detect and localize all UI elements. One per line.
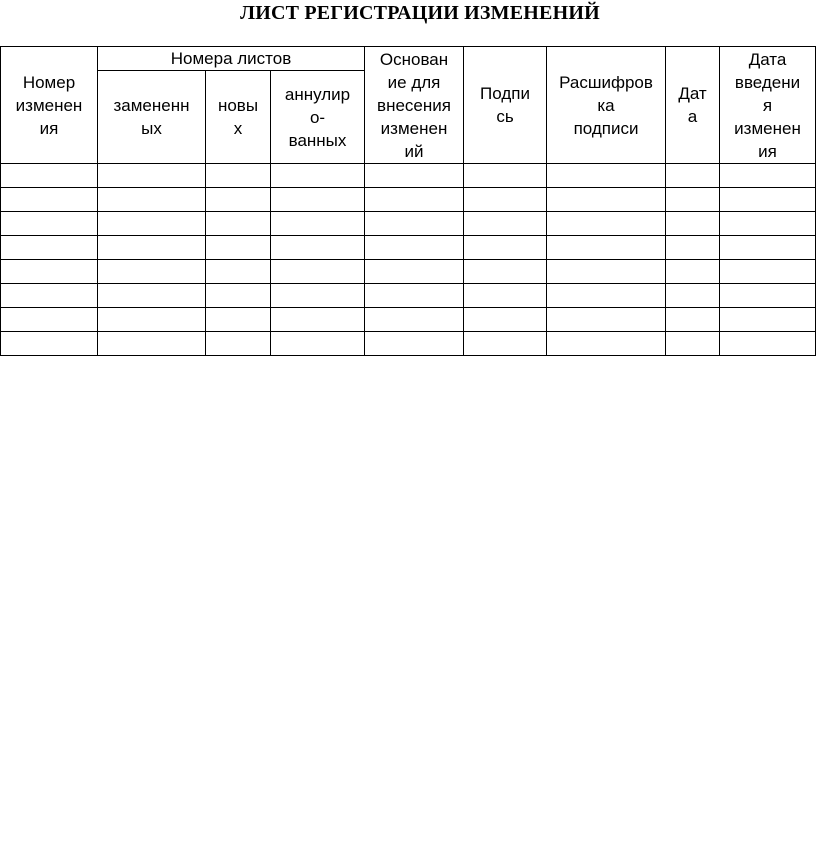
table-cell <box>1 332 98 356</box>
table-cell <box>365 260 464 284</box>
table-cell <box>206 164 271 188</box>
table-cell <box>464 188 547 212</box>
table-cell <box>720 260 816 284</box>
table-cell <box>365 188 464 212</box>
table-cell <box>547 236 666 260</box>
table-cell <box>206 236 271 260</box>
table-cell <box>271 164 365 188</box>
table-cell <box>547 212 666 236</box>
table-cell <box>365 308 464 332</box>
table-cell <box>720 236 816 260</box>
table-cell <box>1 284 98 308</box>
table-cell <box>271 284 365 308</box>
table-cell <box>98 236 206 260</box>
table-cell <box>365 332 464 356</box>
header-replaced-line-1: замененн <box>113 96 190 115</box>
table-cell <box>271 308 365 332</box>
table-cell <box>1 188 98 212</box>
header-basis-line-5: ий <box>404 142 424 161</box>
table-cell <box>98 164 206 188</box>
table-cell <box>271 212 365 236</box>
header-cancelled-line-1: аннулир <box>284 84 351 104</box>
table-cell <box>98 212 206 236</box>
table-cell <box>98 332 206 356</box>
table-cell <box>464 212 547 236</box>
table-cell <box>271 188 365 212</box>
table-cell <box>206 332 271 356</box>
table-cell <box>464 284 547 308</box>
table-cell <box>547 308 666 332</box>
table-cell <box>464 236 547 260</box>
header-date-line-1: Дат <box>678 84 707 103</box>
table-cell <box>206 284 271 308</box>
table-row <box>1 212 816 236</box>
table-cell <box>720 308 816 332</box>
table-cell <box>547 164 666 188</box>
header-new-line-2: х <box>233 119 243 138</box>
table-row <box>1 260 816 284</box>
table-cell <box>365 236 464 260</box>
header-new-sheets <box>206 71 271 164</box>
header-signature-decoding-line-2: ка <box>597 95 615 115</box>
header-effective-date-line-4: изменен <box>734 119 801 138</box>
header-basis-line-2: ие для <box>387 73 441 92</box>
table-row <box>1 332 816 356</box>
header-cancelled-line-3: ванных <box>288 130 347 150</box>
table-row <box>1 164 816 188</box>
header-sheet-numbers-label: Номера листов <box>170 49 292 68</box>
header-cancelled-line-2: о- <box>309 107 326 127</box>
table-cell <box>720 284 816 308</box>
table-body <box>1 164 816 356</box>
table-cell <box>365 164 464 188</box>
table-cell <box>98 308 206 332</box>
header-replaced-line-2: ых <box>141 119 162 138</box>
table-cell <box>666 332 720 356</box>
table-cell <box>206 212 271 236</box>
header-signature-line-1: Подпи <box>480 84 530 103</box>
header-basis <box>365 47 464 164</box>
table-cell <box>271 332 365 356</box>
table-cell <box>666 164 720 188</box>
header-date <box>666 47 720 164</box>
header-signature <box>464 47 547 164</box>
table-cell <box>98 188 206 212</box>
table-cell <box>1 212 98 236</box>
table-cell <box>1 236 98 260</box>
header-replaced-sheets <box>98 71 206 164</box>
table-cell <box>666 260 720 284</box>
header-signature-decoding-line-3: подписи <box>573 118 639 138</box>
table-cell <box>720 188 816 212</box>
table-cell <box>666 284 720 308</box>
header-sheet-numbers <box>98 47 365 71</box>
header-basis-line-1: Основан <box>379 50 449 69</box>
header-basis-line-4: изменен <box>380 119 448 138</box>
table-cell <box>720 212 816 236</box>
table-cell <box>666 212 720 236</box>
table-cell <box>1 308 98 332</box>
header-effective-date <box>720 47 816 164</box>
header-signature-decoding-line-1: Расшифров <box>559 72 653 92</box>
table-cell <box>365 212 464 236</box>
table-row <box>1 284 816 308</box>
table-cell <box>547 284 666 308</box>
table-cell <box>365 284 464 308</box>
table-cell <box>271 236 365 260</box>
header-effective-date-line-2: введени <box>734 73 801 92</box>
header-date-line-2: а <box>687 107 698 126</box>
table-row <box>1 308 816 332</box>
document-title: ЛИСТ РЕГИСТРАЦИИ ИЗМЕНЕНИЙ <box>240 2 600 24</box>
header-signature-decoding <box>547 47 666 164</box>
table-cell <box>464 164 547 188</box>
table-cell <box>1 260 98 284</box>
header-change-number <box>1 47 98 164</box>
table-cell <box>98 284 206 308</box>
table-cell <box>666 188 720 212</box>
table-cell <box>464 332 547 356</box>
header-change-number-line-1: Номер <box>22 72 76 92</box>
table-cell <box>271 260 365 284</box>
header-change-number-line-3: ия <box>39 118 59 138</box>
table-cell <box>547 260 666 284</box>
header-new-line-1: новы <box>217 96 259 115</box>
table-row <box>1 188 816 212</box>
table-cell <box>1 164 98 188</box>
table-cell <box>206 188 271 212</box>
header-effective-date-line-5: ия <box>758 142 777 161</box>
table-row <box>1 236 816 260</box>
table-cell <box>206 308 271 332</box>
table-cell <box>547 188 666 212</box>
table-cell <box>206 260 271 284</box>
header-effective-date-line-1: Дата <box>748 50 787 69</box>
table-cell <box>98 260 206 284</box>
header-signature-line-2: сь <box>496 107 514 126</box>
table-cell <box>666 236 720 260</box>
table-cell <box>720 164 816 188</box>
table-cell <box>666 308 720 332</box>
header-change-number-line-2: изменен <box>15 95 83 115</box>
table-cell <box>464 260 547 284</box>
change-registration-table <box>0 46 816 356</box>
header-basis-line-3: внесения <box>377 96 451 115</box>
table-cell <box>547 332 666 356</box>
header-effective-date-line-3: я <box>762 96 773 115</box>
table-cell <box>464 308 547 332</box>
table-cell <box>720 332 816 356</box>
header-cancelled-sheets <box>271 71 365 164</box>
